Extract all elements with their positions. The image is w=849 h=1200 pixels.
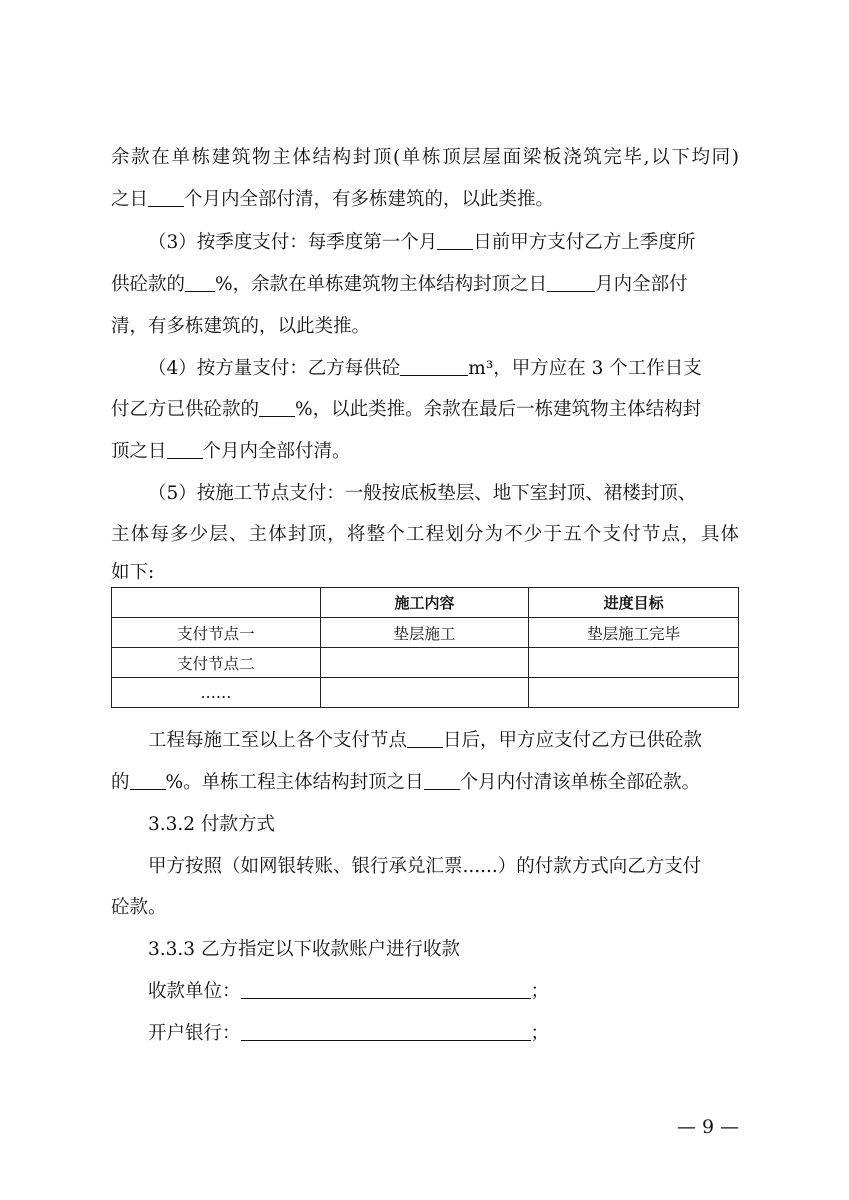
blank-field[interactable] <box>148 188 184 207</box>
blank-field[interactable] <box>437 231 473 250</box>
section-title: 3.3.3 乙方指定以下收款账户进行收款 <box>148 939 460 960</box>
table-cell: 垫层施工 <box>320 618 529 648</box>
table-cell <box>529 648 739 678</box>
table-cell <box>529 678 739 708</box>
blank-field[interactable] <box>424 771 460 790</box>
para-line: （4）按方量支付：乙方每供砼 m³，甲方应在 3 个工作日支 <box>148 358 702 379</box>
blank-field[interactable] <box>400 357 468 376</box>
payment-node-table <box>111 587 739 708</box>
table-cell: 支付节点一 <box>112 618 321 648</box>
para-line: 甲方按照（如网银转账、银行承兑汇票......）的付款方式向乙方支付 <box>148 856 702 877</box>
para-line: 如下: <box>111 562 155 583</box>
blank-field[interactable] <box>407 729 443 748</box>
bank-line: 开户银行： ； <box>148 1023 550 1044</box>
blank-field[interactable] <box>259 398 295 417</box>
table-cell: …… <box>112 678 321 708</box>
para-line: 之日 个月内全部付清，有多栋建筑的，以此类推。 <box>111 189 555 210</box>
table-header: 进度目标 <box>529 588 739 618</box>
table-cell <box>320 678 529 708</box>
table-cell <box>320 648 529 678</box>
page-number: — 9 — <box>677 1116 740 1138</box>
table-header <box>112 588 321 618</box>
para-line: （5）按施工节点支付：一般按底板垫层、地下室封顶、裙楼封顶、 <box>148 483 697 504</box>
para-line: 付乙方已供砼款的 %，以此类推。余款在最后一栋建筑物主体结构封 <box>111 399 702 420</box>
table-row <box>112 618 739 648</box>
section-title: 3.3.2 付款方式 <box>148 814 275 835</box>
bank-field[interactable] <box>241 1022 531 1041</box>
table-header-row <box>112 588 739 618</box>
table-cell: 支付节点二 <box>112 648 321 678</box>
blank-field[interactable] <box>130 771 166 790</box>
table-row <box>112 678 739 708</box>
table-header: 施工内容 <box>320 588 529 618</box>
para-line: 余款在单栋建筑物主体结构封顶(单栋顶层屋面梁板浇筑完毕,以下均同) <box>111 147 739 168</box>
para-line: 供砼款的 %，余款在单栋建筑物主体结构封顶之日 月内全部付 <box>111 274 688 295</box>
payee-field[interactable] <box>241 980 531 999</box>
payee-line: 收款单位： ； <box>148 981 550 1002</box>
para-line: 工程每施工至以上各个支付节点 日后，甲方应支付乙方已供砼款 <box>148 730 703 751</box>
para-line: 的 %。单栋工程主体结构封顶之日 个月内付清该单栋全部砼款。 <box>111 772 701 793</box>
para-line: （3）按季度支付：每季度第一个月 日前甲方支付乙方上季度所 <box>148 232 696 253</box>
para-line: 砼款。 <box>111 897 167 918</box>
table-row <box>112 648 739 678</box>
para-line: 顶之日 个月内全部付清。 <box>111 441 351 462</box>
blank-field[interactable] <box>167 440 203 459</box>
blank-field[interactable] <box>547 273 595 292</box>
table-cell: 垫层施工完毕 <box>529 618 739 648</box>
para-line: 清，有多栋建筑的，以此类推。 <box>111 316 371 337</box>
blank-field[interactable] <box>185 273 215 292</box>
para-line: 主体每多少层、主体封顶，将整个工程划分为不少于五个支付节点，具体 <box>111 524 739 545</box>
